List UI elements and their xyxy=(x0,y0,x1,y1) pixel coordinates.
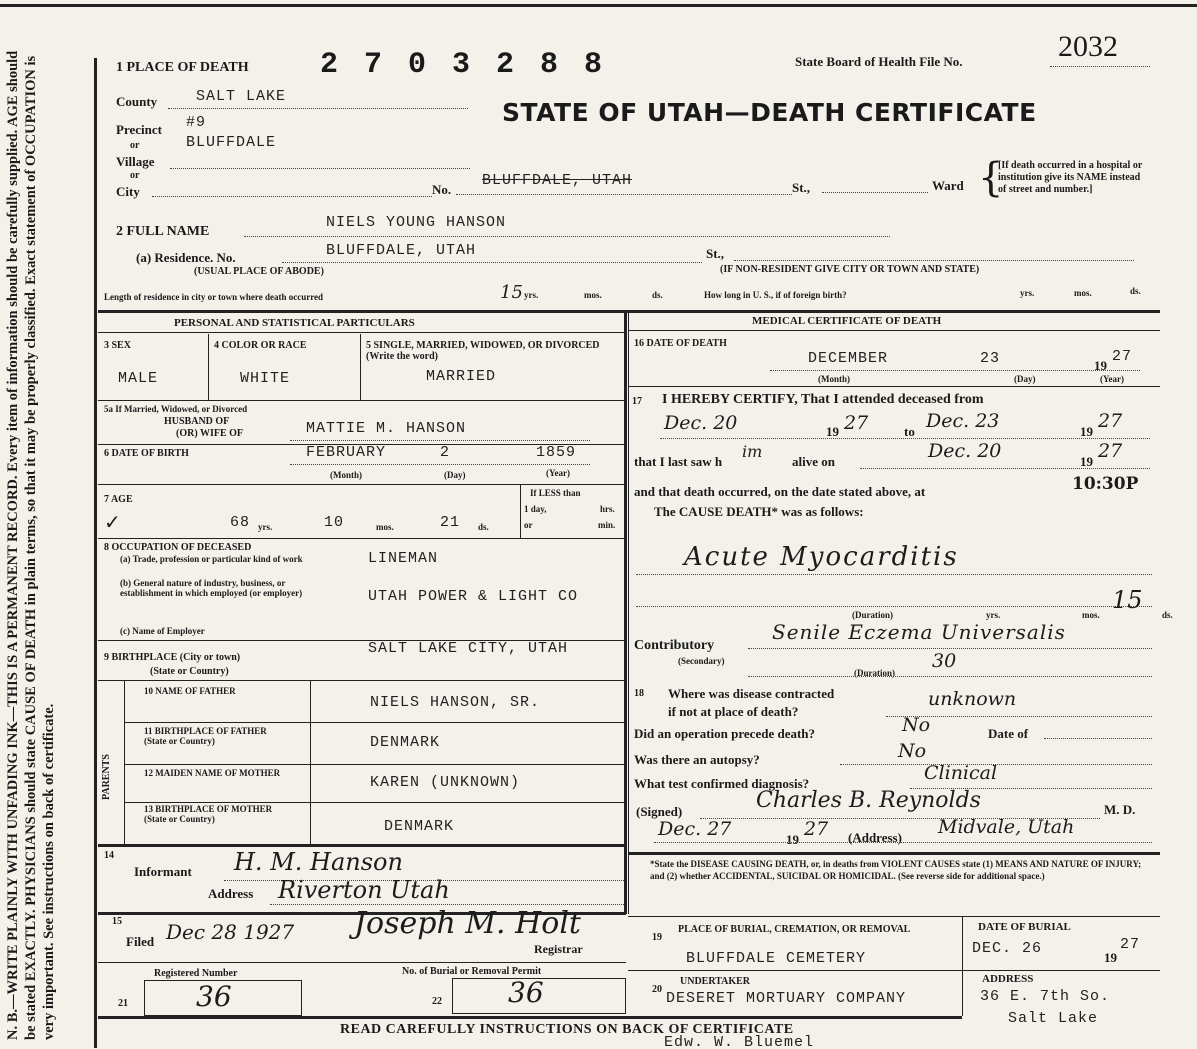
month-caption: (Month) xyxy=(330,470,362,480)
certificate-number: 2 7 0 3 2 8 8 xyxy=(320,48,607,82)
disease-question-2: if not at place of death? xyxy=(668,704,799,719)
contributory-value: Senile Eczema Universalis xyxy=(772,620,1066,644)
usual-place-caption: (USUAL PLACE OF ABODE) xyxy=(194,266,324,277)
age-check: ✓ xyxy=(104,512,121,534)
year-prefix: 19 xyxy=(1080,424,1093,439)
parents-vertical-label: PARENTS xyxy=(101,754,112,800)
mother-birthplace-label: 13 BIRTHPLACE OF MOTHER (State or Country) xyxy=(144,804,273,824)
day-caption: (Day) xyxy=(1014,374,1036,384)
year-caption: (Year) xyxy=(1100,374,1124,384)
cause-duration: 15 xyxy=(1112,586,1143,614)
burial-date-year: 27 xyxy=(1120,936,1141,953)
sex-value: MALE xyxy=(118,370,159,387)
color-label: 4 COLOR OR RACE xyxy=(214,340,307,351)
alive-date: Dec. 20 xyxy=(928,440,1002,462)
death-year: 27 xyxy=(1112,348,1133,365)
footer-instructions: READ CAREFULLY INSTRUCTIONS ON BACK OF CERTIFICATE xyxy=(340,1022,794,1037)
top-border xyxy=(0,4,1197,7)
yrs-caption: yrs. xyxy=(986,610,1001,620)
filed-value: Dec 28 1927 xyxy=(166,920,295,944)
ds-caption: ds. xyxy=(1162,610,1173,620)
length-label: Length of residence in city or town where death occurred xyxy=(104,292,324,302)
age-months: 10 xyxy=(324,514,345,531)
disease-num: 18 xyxy=(634,688,644,699)
death-time: 10:30P xyxy=(1072,474,1139,494)
mos-caption: mos. xyxy=(584,290,602,300)
alive-on-label: alive on xyxy=(792,454,835,469)
spouse-label-2: HUSBAND OF xyxy=(164,416,230,427)
sex-label: 3 SEX xyxy=(104,340,131,351)
village-value: BLUFFDALE xyxy=(186,134,277,151)
day-caption: (Day) xyxy=(444,470,466,480)
undertaker-address-city: Salt Lake xyxy=(1008,1010,1099,1027)
occupation-b-value: UTAH POWER & LIGHT CO xyxy=(368,588,579,605)
attended-from-date: Dec. 20 xyxy=(664,412,738,434)
alive-year: 27 xyxy=(1098,440,1123,462)
registrar-signature: Joseph M. Holt xyxy=(354,906,581,941)
occupation-a-label: (a) Trade, profession or particular kind of work xyxy=(120,554,303,564)
cause-label: The CAUSE DEATH* was as follows: xyxy=(654,504,864,519)
attended-from-year: 27 xyxy=(844,412,869,434)
file-number-label: State Board of Health File No. xyxy=(795,54,963,69)
grid-top-rule xyxy=(98,310,1160,313)
disease-value: unknown xyxy=(928,688,1017,710)
undertaker-address-value: 36 E. 7th So. xyxy=(980,988,1111,1005)
attended-to-date: Dec. 23 xyxy=(926,410,1000,432)
test-value: Clinical xyxy=(924,762,998,784)
ward-label: Ward xyxy=(932,178,964,193)
death-occurred-text: and that death occurred, on the date stated above, at xyxy=(634,484,926,499)
undertaker-label: UNDERTAKER xyxy=(680,976,751,987)
residence-st-label: St., xyxy=(706,246,725,261)
year-prefix: 19 xyxy=(826,424,839,439)
county-label: County xyxy=(116,94,158,109)
address-label: Address xyxy=(208,886,254,901)
duration-label: (Duration) xyxy=(852,610,893,620)
center-divider xyxy=(624,312,627,914)
spouse-label-3: (OR) WIFE OF xyxy=(176,428,244,439)
file-number-value: 2032 xyxy=(1058,30,1118,63)
informant-label: Informant xyxy=(134,864,192,879)
side-instructions xyxy=(4,40,58,1040)
less-than-day: 1 day, xyxy=(524,504,547,514)
contributory-duration: 30 xyxy=(932,650,957,672)
place-of-death-label: 1 PLACE OF DEATH xyxy=(116,60,249,75)
registered-number-value: 36 xyxy=(196,980,232,1013)
city-label: City xyxy=(116,184,140,199)
us-label: How long in U. S., if of foreign birth? xyxy=(704,290,847,300)
less-than-label: If LESS than xyxy=(530,488,581,498)
father-label: 10 NAME OF FATHER xyxy=(144,686,236,696)
informant-value: H. M. Hanson xyxy=(234,848,403,876)
year-prefix: 19 xyxy=(1080,454,1093,469)
min-caption: min. xyxy=(598,520,616,530)
spouse-value: MATTIE M. HANSON xyxy=(306,420,467,437)
dob-label: 6 DATE OF BIRTH xyxy=(104,448,189,459)
no-label: No. xyxy=(432,182,452,197)
brace: { xyxy=(978,155,1004,201)
signed-date: Dec. 27 xyxy=(658,818,732,840)
secondary-label: (Secondary) xyxy=(678,656,725,666)
year-caption: (Year) xyxy=(546,468,570,478)
age-label: 7 AGE xyxy=(104,494,133,505)
length-value: 15 xyxy=(500,282,523,303)
hospital-note: [If death occurred in a hospital or institution give its NAME instead of street and number.] xyxy=(998,160,1143,195)
operation-value: No xyxy=(902,714,931,736)
last-saw-text: that I last saw h xyxy=(634,454,723,469)
mother-value: KAREN (UNKNOWN) xyxy=(370,774,521,791)
or-text: or xyxy=(130,170,140,181)
field-21-num: 21 xyxy=(118,998,128,1009)
burial-date-value: DEC. 26 xyxy=(972,940,1043,957)
footer-name: Edw. W. Bluemel xyxy=(664,1034,815,1049)
mos-caption: mos. xyxy=(1082,610,1100,620)
medical-header: MEDICAL CERTIFICATE OF DEATH xyxy=(752,315,942,327)
month-caption: (Month) xyxy=(818,374,850,384)
disease-question-1: Where was disease contracted xyxy=(668,686,835,701)
yrs-caption: yrs. xyxy=(1020,288,1035,298)
age-years: 68 xyxy=(230,514,251,531)
residence-label: (a) Residence. No. xyxy=(136,250,236,265)
burial-permit-value: 36 xyxy=(508,976,544,1009)
st-label: St., xyxy=(792,180,811,195)
precinct-value: #9 xyxy=(186,114,207,131)
ds-caption: ds. xyxy=(652,290,663,300)
registered-number-label: Registered Number xyxy=(154,968,238,979)
document-title: STATE OF UTAH—DEATH CERTIFICATE xyxy=(502,98,1037,127)
spouse-label-1: 5a If Married, Widowed, or Divorced xyxy=(104,404,248,414)
no-value: BLUFFDALE, UTAH xyxy=(482,172,633,189)
father-birthplace-label: 11 BIRTHPLACE OF FATHER (State or Country) xyxy=(144,726,267,746)
autopsy-value: No xyxy=(898,740,927,762)
attended-to-year: 27 xyxy=(1098,410,1123,432)
date-of-label: Date of xyxy=(988,726,1029,741)
yrs-caption: yrs. xyxy=(258,522,273,532)
certify-num: 17 xyxy=(632,396,642,407)
mos-caption: mos. xyxy=(1074,288,1092,298)
occupation-c-label: (c) Name of Employer xyxy=(120,626,205,636)
medical-footnote: *State the DISEASE CAUSING DEATH, or, in deaths from VIOLENT CAUSES state (1) MEANS AND NATURE OF INJURY; and (2) whether ACCIDENTAL, SUICIDAL OR HOMICIDAL. (See reverse side for additional space.) xyxy=(650,859,1142,881)
occupation-a-value: LINEMAN xyxy=(368,550,439,567)
burial-date-label: DATE OF BURIAL xyxy=(978,921,1071,933)
mos-caption: mos. xyxy=(376,522,394,532)
physician-address-label: (Address) xyxy=(848,830,902,845)
md-label: M. D. xyxy=(1104,802,1136,817)
ds-caption: ds. xyxy=(1130,286,1141,296)
registrar-label: Registrar xyxy=(534,942,583,956)
marital-label: 5 SINGLE, MARRIED, WIDOWED, OR DIVORCED (Write the word) xyxy=(366,340,600,362)
yrs-caption: yrs. xyxy=(524,290,539,300)
informant-num: 14 xyxy=(104,850,114,861)
county-value: SALT LAKE xyxy=(196,88,287,105)
mother-label: 12 MAIDEN NAME OF MOTHER xyxy=(144,768,281,778)
dob-day: 2 xyxy=(440,444,451,461)
age-days: 21 xyxy=(440,514,461,531)
burial-num: 19 xyxy=(652,932,662,943)
autopsy-question: Was there an autopsy? xyxy=(634,752,760,767)
residence-value: BLUFFDALE, UTAH xyxy=(326,242,477,259)
year-prefix: 19 xyxy=(1104,950,1117,965)
certify-text: I HEREBY CERTIFY, That I attended deceased from xyxy=(662,392,984,407)
field-22-num: 22 xyxy=(432,996,442,1007)
filed-label: Filed xyxy=(126,934,155,949)
filed-num: 15 xyxy=(112,916,122,927)
test-question: What test confirmed diagnosis? xyxy=(634,776,810,791)
signed-year: 27 xyxy=(804,818,829,840)
death-day: 23 xyxy=(980,350,1001,367)
operation-question: Did an operation precede death? xyxy=(634,726,816,741)
marital-value: MARRIED xyxy=(426,368,497,385)
burial-place-label: PLACE OF BURIAL, CREMATION, OR REMOVAL xyxy=(678,924,911,935)
personal-header: PERSONAL AND STATISTICAL PARTICULARS xyxy=(174,317,415,329)
hrs-caption: hrs. xyxy=(600,504,615,514)
village-label: Village xyxy=(116,154,155,169)
contributory-label: Contributory xyxy=(634,638,715,653)
undertaker-num: 20 xyxy=(652,984,662,995)
father-value: NIELS HANSON, SR. xyxy=(370,694,541,711)
undertaker-address-label: ADDRESS xyxy=(982,973,1034,985)
dob-year: 1859 xyxy=(536,444,577,461)
birthplace-value: SALT LAKE CITY, UTAH xyxy=(368,640,569,657)
father-birthplace-value: DENMARK xyxy=(370,734,441,751)
birthplace-sub: (State or Country) xyxy=(150,666,229,677)
physician-signature: Charles B. Reynolds xyxy=(756,788,981,813)
mother-birthplace-value: DENMARK xyxy=(384,818,455,835)
side-instructions-text: N. B.—WRITE PLAINLY WITH UNFADING INK—THIS IS A PERMANENT RECORD. Every item of information should be carefully supplied. AGE should be stated EXACTLY. PHYSICIANS should state CAUSE OF DEATH in plain terms, so that it may be properly classified. Exact statement of OCCUPATION is very important. See instructions on back of certificate. xyxy=(5,50,57,1040)
left-border xyxy=(94,58,97,1048)
ds-caption: ds. xyxy=(478,522,489,532)
or-text: or xyxy=(130,140,140,151)
year-prefix: 19 xyxy=(786,832,799,847)
address-value: Riverton Utah xyxy=(278,876,450,904)
death-month: DECEMBER xyxy=(808,350,889,367)
to-label: to xyxy=(904,424,915,439)
occupation-b-label: (b) General nature of industry, business, or establishment in which employed (or employer) xyxy=(120,578,303,598)
full-name-value: NIELS YOUNG HANSON xyxy=(326,214,507,231)
year-prefix: 19 xyxy=(1094,358,1107,373)
precinct-label: Precinct xyxy=(116,122,162,137)
last-saw-him: im xyxy=(742,442,763,461)
undertaker-value: DESERET MORTUARY COMPANY xyxy=(666,990,907,1007)
cause-value: Acute Myocarditis xyxy=(684,542,959,572)
burial-permit-label: No. of Burial or Removal Permit xyxy=(402,966,542,977)
occupation-label: 8 OCCUPATION OF DECEASED xyxy=(104,542,252,553)
full-name-label: 2 FULL NAME xyxy=(116,224,210,239)
physician-address: Midvale, Utah xyxy=(938,816,1075,838)
less-than-or: or xyxy=(524,520,533,530)
nonresident-note: (IF NON-RESIDENT GIVE CITY OR TOWN AND STATE) xyxy=(720,264,980,275)
birthplace-label: 9 BIRTHPLACE (City or town) xyxy=(104,652,241,663)
duration-label: (Duration) xyxy=(854,668,895,678)
burial-place-value: BLUFFDALE CEMETERY xyxy=(686,950,867,967)
date-of-death-label: 16 DATE OF DEATH xyxy=(634,338,727,349)
color-value: WHITE xyxy=(240,370,291,387)
signed-label: (Signed) xyxy=(636,804,683,819)
dob-month: FEBRUARY xyxy=(306,444,387,461)
